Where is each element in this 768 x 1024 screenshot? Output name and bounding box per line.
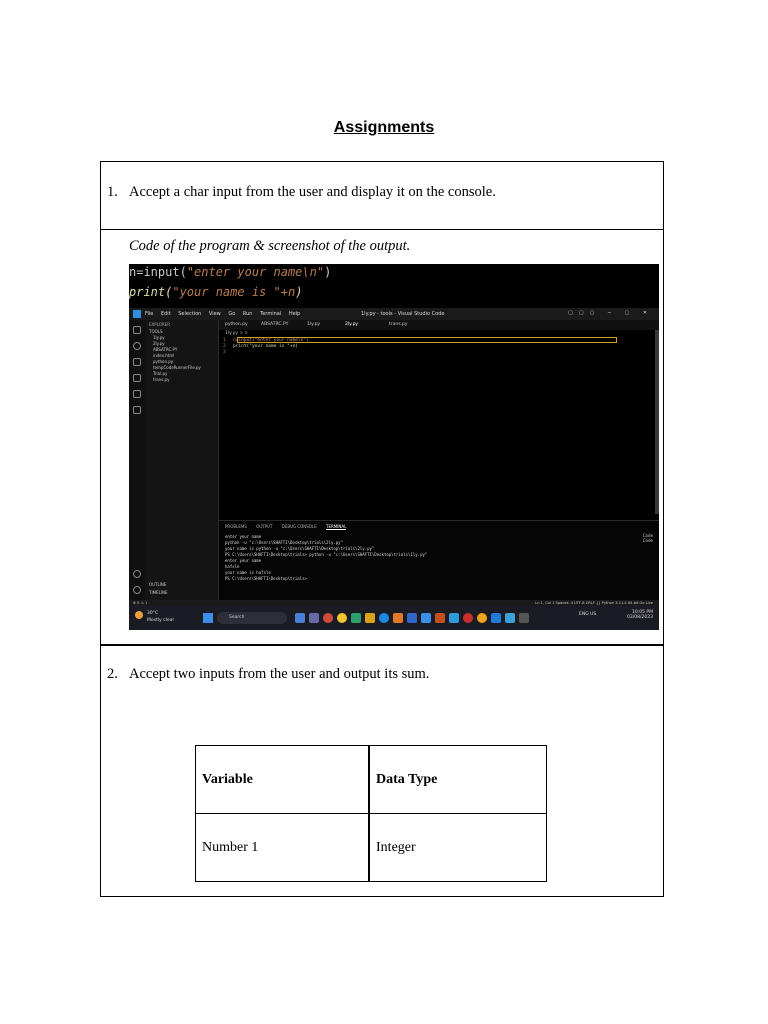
- explorer-file[interactable]: 2ly.py: [153, 341, 165, 346]
- menu-go[interactable]: Go: [228, 311, 236, 317]
- files-icon[interactable]: [133, 326, 141, 334]
- outline-section[interactable]: OUTLINE: [149, 582, 167, 587]
- table-header-variable: Variable: [196, 746, 370, 814]
- terminal-line: enter your name: [225, 534, 262, 539]
- table-cell: Number 1: [196, 814, 370, 882]
- app-icon[interactable]: [407, 613, 417, 623]
- menu-file[interactable]: File: [145, 311, 154, 317]
- code-line-2: print("your name is "+n): [129, 285, 303, 299]
- code-line-1: n=input("enter your name\n"): [129, 265, 332, 279]
- opera-icon[interactable]: [463, 613, 473, 623]
- tab-output[interactable]: OUTPUT: [256, 524, 273, 529]
- app-icon[interactable]: [477, 613, 487, 623]
- terminal-panel: [219, 520, 659, 600]
- question-2: [107, 666, 429, 683]
- testing-icon[interactable]: [133, 406, 141, 414]
- explorer-file[interactable]: Trial.py: [153, 371, 168, 376]
- app-icon[interactable]: [435, 613, 445, 623]
- tab-debug-console[interactable]: DEBUG CONSOLE: [281, 524, 317, 529]
- clock[interactable]: [627, 610, 653, 620]
- terminal-line: your name is hafsle: [225, 570, 271, 575]
- clock-date: 03/08/2023: [627, 615, 653, 620]
- task-view-icon[interactable]: [295, 613, 305, 623]
- app-icon[interactable]: [449, 613, 459, 623]
- terminal-list-item[interactable]: Code: [642, 538, 653, 543]
- weather-icon: [135, 611, 143, 619]
- taskbar-search[interactable]: Search: [217, 612, 287, 624]
- terminal-list[interactable]: [643, 533, 653, 543]
- tab-python[interactable]: python.py: [225, 322, 248, 327]
- data-type-table: [195, 745, 547, 882]
- explorer-folder[interactable]: TOOLS: [149, 329, 163, 334]
- app-icon[interactable]: [505, 613, 515, 623]
- tab-terminal[interactable]: TERMINAL: [326, 524, 347, 529]
- terminal-line: enter your name: [225, 558, 262, 563]
- editor-scrollbar[interactable]: [655, 330, 659, 514]
- editor-line: 3: [223, 350, 226, 355]
- tab-problems[interactable]: PROBLEMS: [225, 524, 247, 529]
- clock-time: 10:05 PM: [632, 610, 653, 615]
- folder-icon[interactable]: [365, 613, 375, 623]
- explorer-panel: [145, 320, 219, 600]
- explorer-file[interactable]: python.py: [153, 359, 174, 364]
- window-controls[interactable]: ▢▢▢ ─ ▢ ✕: [568, 310, 653, 316]
- menu-edit[interactable]: Edit: [160, 311, 171, 317]
- table-cell: Integer: [369, 814, 546, 882]
- breadcrumb: 1ly.py > n: [225, 331, 248, 336]
- search-icon[interactable]: [133, 342, 141, 350]
- terminal-line[interactable]: PS C:\Users\SHAFTI\Desktop\trials>: [225, 576, 310, 581]
- run-debug-icon[interactable]: [133, 374, 141, 382]
- tab-2ly[interactable]: 2ly.py: [345, 322, 359, 327]
- app-icon[interactable]: [519, 613, 529, 623]
- terminal-line: PS C:\Users\SHAFTI\Desktop\trials> python -u "c:\Users\SHAFTI\Desktop\trials\1ly.py": [225, 552, 428, 557]
- editor-line: 2 print("your name is "+n): [223, 344, 299, 349]
- vscode-titlebar: [129, 308, 659, 320]
- weather-desc: Mostly clear: [147, 618, 175, 623]
- menu-terminal[interactable]: Terminal: [260, 311, 282, 317]
- tab-absatrc[interactable]: ABSATRC.PY: [261, 322, 289, 327]
- table-header-data-type: Data Type: [369, 746, 546, 814]
- activity-bar: [129, 320, 145, 600]
- account-icon[interactable]: [133, 570, 141, 578]
- status-problems[interactable]: ⊗ 0 ⚠ 1: [133, 601, 148, 605]
- menu-selection[interactable]: Selection: [178, 311, 202, 317]
- table-row: [196, 814, 547, 882]
- tab-1ly[interactable]: 1ly.py: [307, 322, 321, 327]
- mail-icon[interactable]: [421, 613, 431, 623]
- row-divider: [101, 644, 663, 646]
- vscode-taskbar-icon[interactable]: [491, 613, 501, 623]
- editor-line: 1 n=input("enter your name\n"): [223, 338, 309, 343]
- code-editor[interactable]: [219, 330, 659, 520]
- language-indicator[interactable]: ENG US: [579, 612, 597, 617]
- panel-tabs: [225, 524, 354, 529]
- question-1-number: 1.: [107, 184, 118, 200]
- terminal-line: hafsle: [225, 564, 240, 569]
- row-divider: [101, 229, 663, 230]
- assignments-table: [100, 161, 664, 897]
- app-icon[interactable]: [351, 613, 361, 623]
- question-1-text: Accept a char input from the user and display it on the console.: [129, 184, 496, 200]
- question-1: [107, 184, 496, 201]
- question-2-text: Accept two inputs from the user and output its sum.: [129, 666, 430, 682]
- chrome-icon[interactable]: [323, 613, 333, 623]
- terminal-line: python -u "c:\Users\SHAFTI\Desktop\trials\2ly.py": [225, 540, 344, 545]
- vscode-logo-icon: [133, 310, 141, 318]
- explorer-file[interactable]: 1ly.py: [153, 335, 165, 340]
- vscode-menu: [145, 311, 306, 317]
- edge-icon[interactable]: [379, 613, 389, 623]
- source-control-icon[interactable]: [133, 358, 141, 366]
- windows-taskbar: [129, 606, 659, 630]
- weather-temp: 30°C: [147, 611, 159, 616]
- status-info[interactable]: Ln 1, Col 1 Spaces: 4 UTF-8 CRLF {} Python 3.11.4 64-bit Go Live: [535, 601, 653, 605]
- windows-start-icon[interactable]: [203, 613, 213, 623]
- explorer-header: EXPLORER: [149, 322, 170, 327]
- gear-icon[interactable]: [133, 586, 141, 594]
- extensions-icon[interactable]: [133, 390, 141, 398]
- app-icon[interactable]: [393, 613, 403, 623]
- question-2-number: 2.: [107, 666, 118, 682]
- page-title: Assignments: [333, 119, 435, 136]
- tab-trans[interactable]: trans.py: [389, 322, 408, 327]
- window-title: 1ly.py - tools - Visual Studio Code: [361, 311, 445, 317]
- editor-tabs: [219, 320, 659, 330]
- app-icon[interactable]: [309, 613, 319, 623]
- table-row: [196, 746, 547, 814]
- explorer-file[interactable]: tempCodeRunnerFile.py: [153, 365, 201, 370]
- code-caption: Code of the program & screenshot of the output.: [129, 238, 411, 254]
- menu-help[interactable]: Help: [288, 311, 301, 317]
- terminal-list-item[interactable]: Code: [642, 533, 653, 538]
- app-icon[interactable]: [337, 613, 347, 623]
- menu-run[interactable]: Run: [242, 311, 253, 317]
- explorer-file[interactable]: index.html: [153, 353, 175, 358]
- vscode-window: [129, 308, 659, 630]
- explorer-file[interactable]: trans.py: [153, 377, 170, 382]
- code-screenshot: [129, 264, 659, 630]
- explorer-file[interactable]: ABSATRC.PY: [153, 347, 178, 352]
- menu-view[interactable]: View: [208, 311, 221, 317]
- terminal-line: your name is python -u "c:\Users\SHAFTI\Desktop\trials\2ly.py": [225, 546, 375, 551]
- timeline-section[interactable]: TIMELINE: [149, 590, 168, 595]
